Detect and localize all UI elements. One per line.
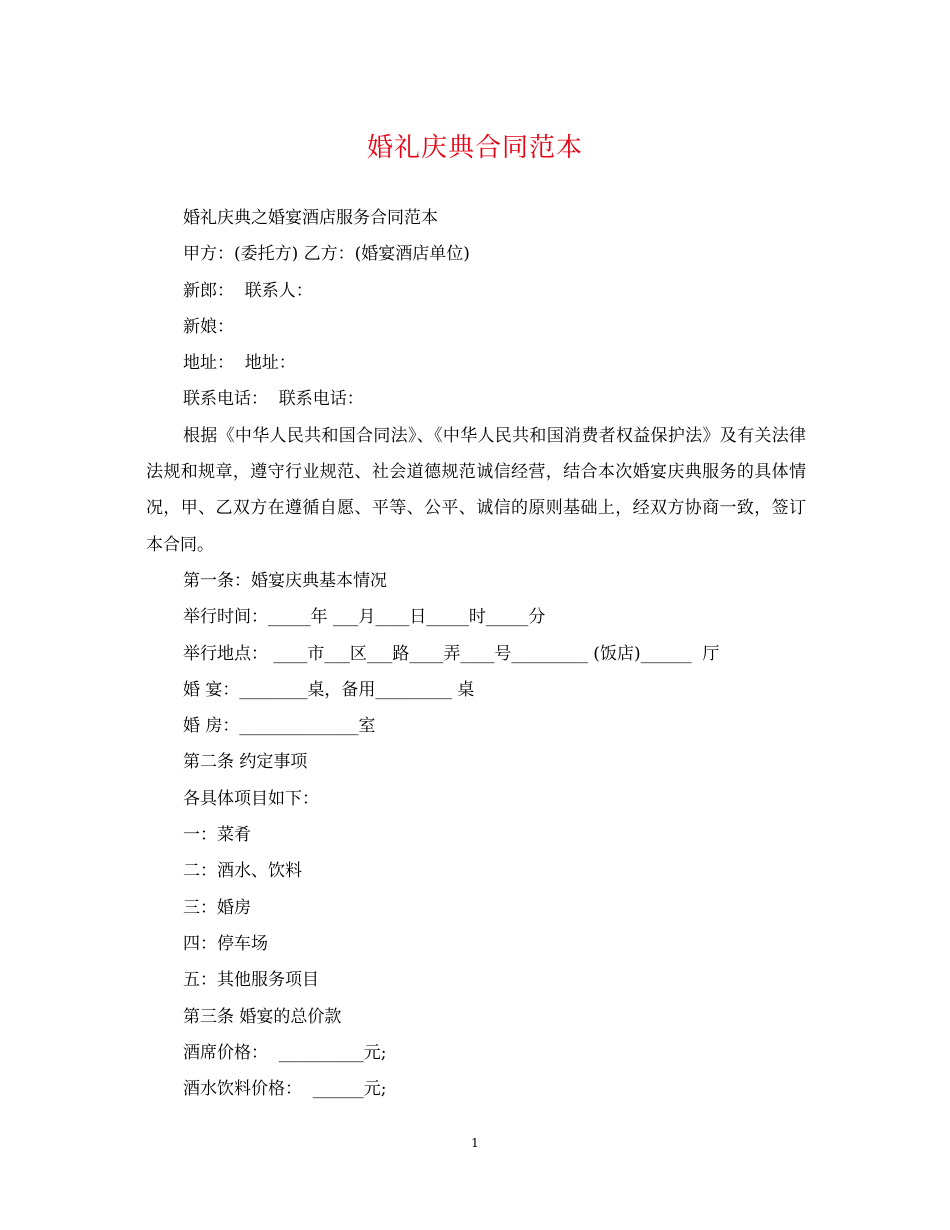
article-heading: 第二条 约定事项 bbox=[183, 752, 308, 773]
article-heading: 第三条 婚宴的总价款 bbox=[183, 1006, 342, 1027]
document-body bbox=[146, 200, 806, 1107]
list-item: 三：婚房 bbox=[183, 897, 251, 918]
page-number: 1 bbox=[471, 1136, 479, 1150]
list-item: 二：酒水、饮料 bbox=[183, 861, 302, 882]
text-line: 各具体项目如下： bbox=[183, 788, 319, 809]
article-heading: 第一条：婚宴庆典基本情况 bbox=[183, 570, 387, 591]
text-line: 婚礼庆典之婚宴酒店服务合同范本 bbox=[183, 208, 438, 228]
text-line: 新郎： 联系人： bbox=[183, 280, 313, 301]
text-line: 地址： 地址： bbox=[183, 353, 296, 374]
text-line: 婚 房：______________室 bbox=[183, 716, 376, 737]
list-item: 四：停车场 bbox=[183, 933, 268, 954]
intro-paragraph: 根据《中华人民共和国合同法》、《中华人民共和国消费者权益保护法》及有关法律法规和规章，遵守行业规范、社会道德规范诚信经营，结合本次婚宴庆典服务的具体情况，甲、乙双方在遵循自愿、平等、公平、诚信的原则基础上，经双方协商一致，签订本合同。 bbox=[146, 425, 806, 555]
text-line: 新娘： bbox=[183, 316, 234, 337]
text-line: 举行地点： ____市___区___路____弄____号_________ (饭店)______ 厅 bbox=[183, 643, 720, 664]
text-line: 酒席价格： __________元; bbox=[183, 1042, 387, 1063]
text-line: 婚 宴：________桌，备用_________ 桌 bbox=[183, 679, 475, 700]
text-line: 甲方：(委托方) 乙方：(婚宴酒店单位) bbox=[183, 244, 470, 265]
text-line: 联系电话： 联系电话： bbox=[183, 389, 364, 410]
text-line: 举行时间：_____年 ___月____日_____时_____分 bbox=[183, 607, 546, 628]
list-item: 一：菜肴 bbox=[183, 825, 251, 846]
document-title: 婚礼庆典合同范本 bbox=[366, 133, 583, 163]
list-item: 五：其他服务项目 bbox=[183, 970, 319, 991]
text-line: 酒水饮料价格： ______元; bbox=[183, 1079, 387, 1100]
